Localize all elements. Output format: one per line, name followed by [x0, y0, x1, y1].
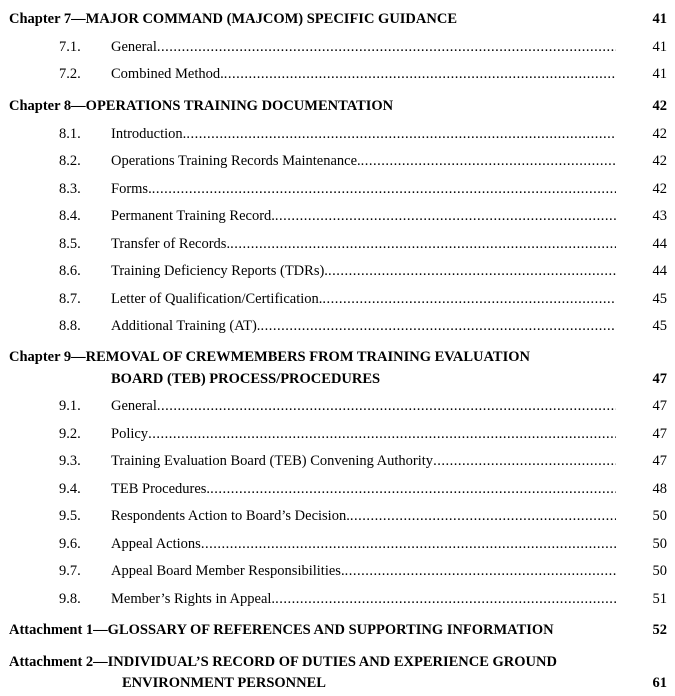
dot-leader [210, 479, 616, 499]
section-number: 7.2. [59, 66, 81, 82]
toc-entry-9-2[interactable] [0, 424, 675, 444]
section-title: Permanent Training Record. [111, 208, 275, 224]
chapter-title-continued: ENVIRONMENT PERSONNEL [122, 675, 326, 691]
chapter-page-number: 61 [652, 675, 667, 691]
section-page-number: 44 [652, 263, 667, 279]
toc-chapter-9-continued[interactable] [0, 369, 675, 389]
section-title: Appeal Actions [111, 536, 201, 552]
toc-entry-8-8[interactable] [0, 316, 675, 336]
section-number: 8.7. [59, 291, 81, 307]
toc-entry-8-1[interactable] [0, 124, 675, 144]
section-title: Training Deficiency Reports (TDRs). [111, 263, 328, 279]
chapter-page-number: 52 [652, 622, 667, 638]
dot-leader [350, 506, 616, 526]
section-page-number: 44 [652, 236, 667, 252]
dot-leader [148, 424, 616, 444]
section-page-number: 47 [652, 426, 667, 442]
toc-entry-9-1[interactable] [0, 396, 675, 416]
section-page-number: 41 [652, 39, 667, 55]
toc-chapter-9[interactable] [0, 347, 675, 367]
section-page-number: 50 [652, 508, 667, 524]
section-page-number: 50 [652, 563, 667, 579]
section-page-number: 42 [652, 153, 667, 169]
section-title: Operations Training Records Maintenance. [111, 153, 361, 169]
dot-leader [328, 261, 616, 281]
section-number: 8.3. [59, 181, 81, 197]
chapter-title-continued: BOARD (TEB) PROCESS/PROCEDURES [111, 371, 381, 387]
chapter-page-number: 41 [652, 11, 667, 27]
toc-entry-7-1[interactable] [0, 37, 675, 57]
section-number: 9.4. [59, 481, 81, 497]
section-number: 8.5. [59, 236, 81, 252]
toc-entry-9-6[interactable] [0, 534, 675, 554]
section-page-number: 47 [652, 453, 667, 469]
chapter-title: Chapter 7—MAJOR COMMAND (MAJCOM) SPECIFIC GUIDANCE [9, 11, 457, 27]
section-page-number: 42 [652, 126, 667, 142]
section-number: 9.8. [59, 591, 81, 607]
section-title: Appeal Board Member Responsibilities. [111, 563, 345, 579]
section-title: Letter of Qualification/Certification. [111, 291, 323, 307]
toc-entry-8-7[interactable] [0, 289, 675, 309]
dot-leader [322, 289, 616, 309]
section-title: TEB Procedures. [111, 481, 211, 497]
section-title: Respondents Action to Board’s Decision. [111, 508, 350, 524]
toc-attachment-2-continued[interactable] [0, 673, 675, 693]
section-page-number: 45 [652, 318, 667, 334]
section-page-number: 41 [652, 66, 667, 82]
section-page-number: 45 [652, 291, 667, 307]
section-page-number: 50 [652, 536, 667, 552]
section-number: 8.2. [59, 153, 81, 169]
dot-leader [345, 561, 616, 581]
dot-leader [230, 234, 616, 254]
section-title: Member’s Rights in Appeal. [111, 591, 276, 607]
section-title: Policy [111, 426, 149, 442]
dot-leader [275, 589, 616, 609]
section-title: Training Evaluation Board (TEB) Convening Authority [111, 453, 434, 469]
section-title: Additional Training (AT). [111, 318, 261, 334]
section-page-number: 48 [652, 481, 667, 497]
toc-entry-9-5[interactable] [0, 506, 675, 526]
section-page-number: 43 [652, 208, 667, 224]
chapter-page-number: 47 [652, 371, 667, 387]
toc-entry-8-6[interactable] [0, 261, 675, 281]
toc-chapter-7[interactable] [0, 9, 675, 29]
section-number: 8.6. [59, 263, 81, 279]
section-title: Forms. [111, 181, 152, 197]
toc-entry-9-4[interactable] [0, 479, 675, 499]
toc-entry-8-4[interactable] [0, 206, 675, 226]
section-number: 9.5. [59, 508, 81, 524]
section-page-number: 51 [652, 591, 667, 607]
dot-leader [260, 316, 616, 336]
section-number: 9.7. [59, 563, 81, 579]
section-number: 9.2. [59, 426, 81, 442]
section-number: 8.4. [59, 208, 81, 224]
dot-leader [433, 451, 616, 471]
toc-entry-9-8[interactable] [0, 589, 675, 609]
chapter-title: Chapter 8—OPERATIONS TRAINING DOCUMENTATION [9, 98, 394, 114]
toc-entry-9-7[interactable] [0, 561, 675, 581]
section-number: 8.8. [59, 318, 81, 334]
toc-chapter-8[interactable] [0, 96, 675, 116]
dot-leader [361, 151, 616, 171]
section-page-number: 42 [652, 181, 667, 197]
section-number: 9.6. [59, 536, 81, 552]
section-title: Combined Method. [111, 66, 224, 82]
chapter-title: Attachment 2—INDIVIDUAL’S RECORD OF DUTIES AND EXPERIENCE GROUND [9, 654, 557, 670]
toc-entry-8-2[interactable] [0, 151, 675, 171]
dot-leader [275, 206, 616, 226]
toc-entry-7-2[interactable] [0, 64, 675, 84]
dot-leader [157, 396, 616, 416]
section-title: General [111, 398, 157, 414]
section-number: 9.3. [59, 453, 81, 469]
dot-leader [201, 534, 616, 554]
section-page-number: 47 [652, 398, 667, 414]
dot-leader [186, 124, 616, 144]
toc-entry-8-3[interactable] [0, 179, 675, 199]
section-title: General [111, 39, 157, 55]
dot-leader [224, 64, 616, 84]
section-number: 7.1. [59, 39, 81, 55]
toc-entry-8-5[interactable] [0, 234, 675, 254]
chapter-title: Attachment 1—GLOSSARY OF REFERENCES AND SUPPORTING INFORMATION [9, 622, 554, 638]
dot-leader [157, 37, 616, 57]
dot-leader [152, 179, 616, 199]
section-title: Introduction. [111, 126, 187, 142]
toc-attachment-2[interactable] [0, 652, 675, 672]
chapter-page-number: 42 [652, 98, 667, 114]
section-number: 8.1. [59, 126, 81, 142]
section-number: 9.1. [59, 398, 81, 414]
chapter-title: Chapter 9—REMOVAL OF CREWMEMBERS FROM TRAINING EVALUATION [9, 349, 530, 365]
toc-entry-9-3[interactable] [0, 451, 675, 471]
toc-attachment-1[interactable] [0, 620, 675, 640]
section-title: Transfer of Records. [111, 236, 231, 252]
